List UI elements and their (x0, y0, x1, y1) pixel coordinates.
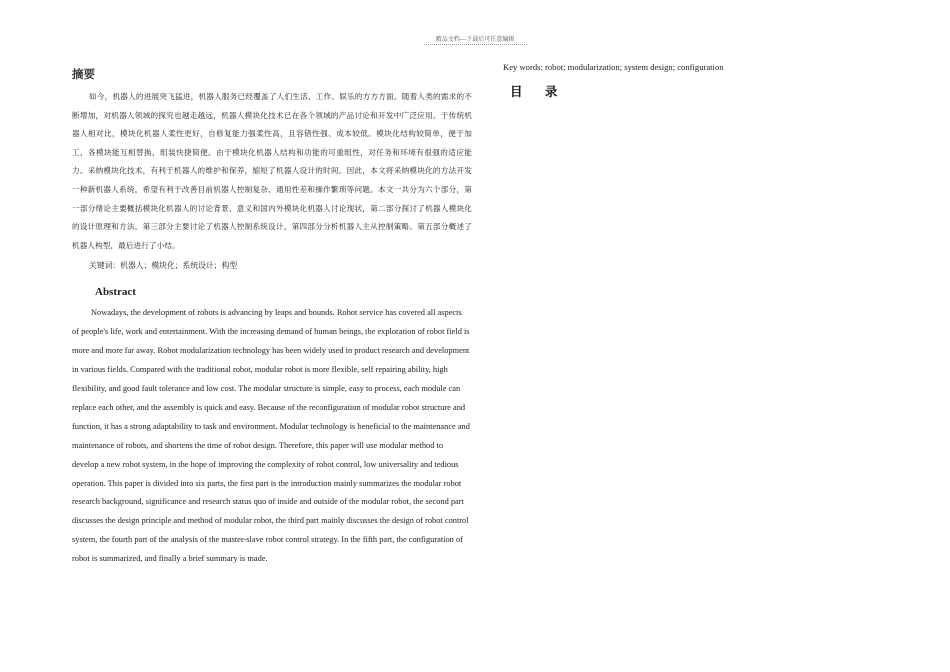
abstract-en-title: Abstract (95, 286, 136, 299)
abstract-zh-title: 摘要 (72, 67, 95, 81)
right-column (503, 62, 903, 100)
header-rule (424, 44, 527, 45)
abstract-zh-keywords: 关键词：机器人；模块化；系统设计；构型 (89, 261, 238, 271)
abstract-zh-body: 如今，机器人的进展突飞猛进，机器人服务已经覆盖了人们生活、工作、娱乐的方方方面。随着人类的需求的不断增加，对机器人领域的探究也越走越远，机器人模块化技术已在各个领域的产品讨论和开发中广泛应用。于传统机器人相对比，模块化机器人柔性更好，自修复能力强柔性高，且容错性强、成本较低。模块化结构较简单，便于加工，各模块能互相替换，组装快捷简便。由于模块化机器人结构和功能的可重组性，对任务和环境有很强的适应能力。采纳模块化技术，有利于机器人的维护和保养，缩短了机器人设计的时间。因此，本文将采纳模块化的方法开发一种新机器人系统，希望有利于改善目前机器人控制复杂、通用性差和操作繁琐等问题。本文一共分为六个部分，第一部分绪论主要概括模块化机器人的讨论背景、意义和国内外模块化机器人讨论现状，第二部分探讨了机器人模块化的设计原理和方法，第三部分主要讨论了机器人控制系统设计，第四部分分析机器人主从控制策略。第五部分概述了机器人构型，最后进行了小结。 (72, 92, 472, 250)
page-header: 精品文档---下载后可任意编辑 (435, 36, 515, 43)
abstract-en-keywords: Key words: robot; modularization; system design; configuration (503, 62, 724, 72)
left-column (72, 66, 472, 569)
abstract-en-body: Nowadays, the development of robots is advancing by leaps and bounds. Robot service has covered all aspects of people's life, work and entertainment. With the increasing demand of human beings, the exploration of robot field is more and more far away. Robot modularization technology has been widely used in product research and development in various fields. Compared with the traditional robot, modular robot is more flexible, self repairing ability, high flexibility, and good fault tolerance and low cost. The modular structure is simple, easy to process, each module can replace each other, and the assembly is quick and easy. Because of the reconfiguration of modular robot structure and function, it has a strong adaptability to task and environment. Modular technology is beneficial to the maintenance and maintenance of robots, and shortens the time of robot design. Therefore, this paper will use modular method to develop a new robot system, in the hope of improving the complexity of robot control, low universality and tedious operation. This paper is divided into six parts, the first part is the introduction mainly summarizes the modular robot research background, significance and research status quo of inside and outside of the modular robot, the second part discusses the design principle and method of modular robot, the third part mainly discusses the design of robot control system, the fourth part of the analysis of the master-slave robot control strategy. In the fifth part, the configuration of robot is summarized, and finally a brief summary is made. (72, 308, 470, 564)
toc-title: 目 录 (510, 84, 567, 99)
